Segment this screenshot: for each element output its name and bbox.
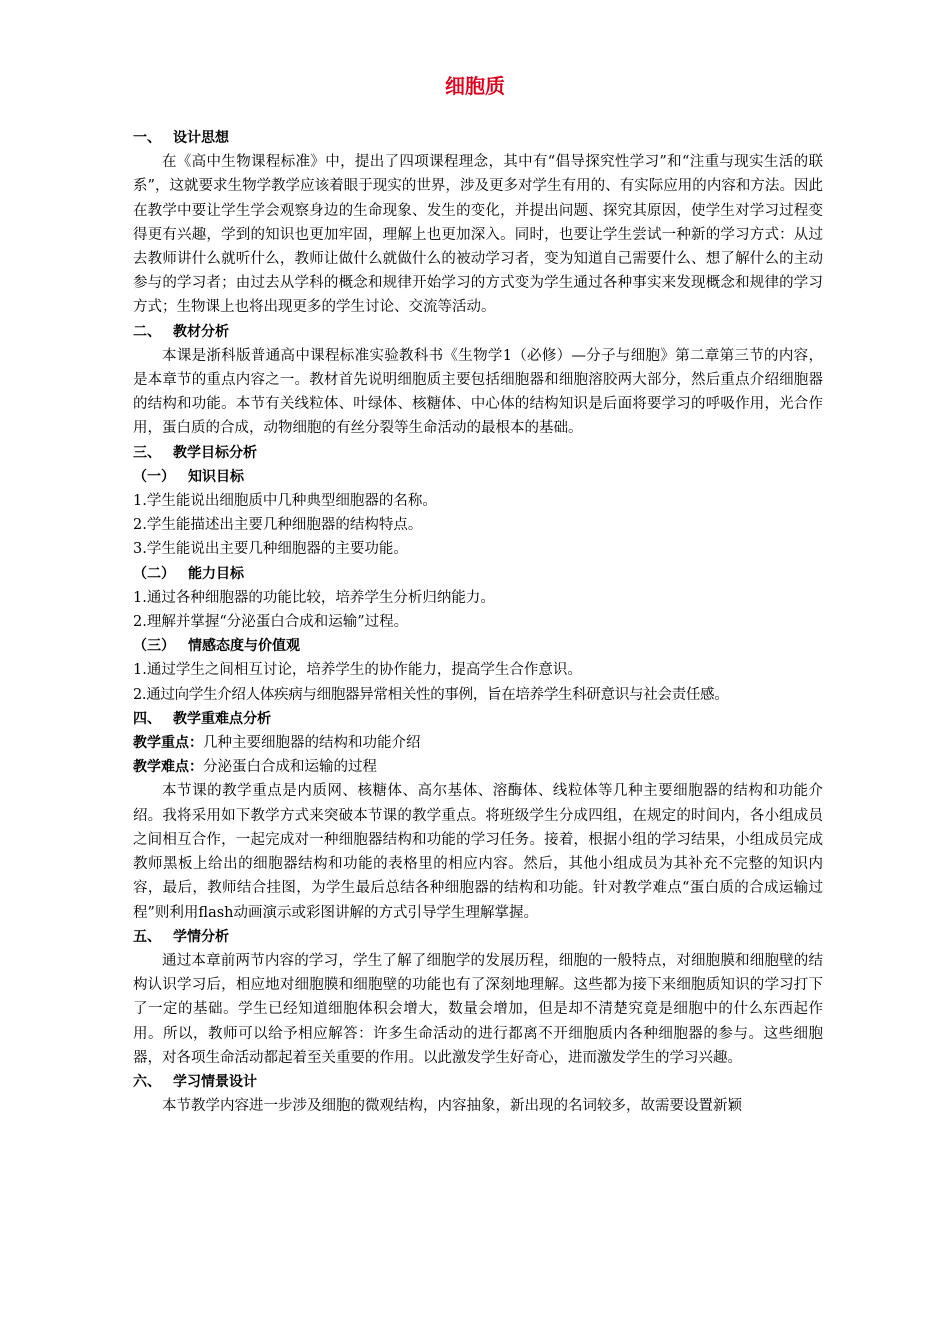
list-item: 3.学生能说出主要几种细胞器的主要功能。 <box>133 541 408 558</box>
key-point-text: 几种主要细胞器的结构和功能介绍 <box>203 735 421 752</box>
section-4-paragraph: 本节课的教学重点是内质网、核糖体、高尔基体、溶酶体、线粒体等几种主要细胞器的结构和功能介绍。我将采用如下教学方式来突破本节课的教学重点。将班级学生分成四组，在规定的时间内，各小组成员之间相互合作，一起完成对一种细胞器结构和功能的学习任务。接着，根据小组的学习结果，小组成员完成教师黑板上给出的细胞器结构和功能的表格里的相应内容。然后，其他小组成员为其补充不完整的知识内容，最后，教师结合挂图，为学生最后总结各种细胞器的结构和功能。针对教学难点“蛋白质的合成运输过程”则利用flash动画演示或彩图讲解的方式引导学生理解掌握。 <box>133 783 823 921</box>
list-item: 1.通过各种细胞器的功能比较，培养学生分析归纳能力。 <box>133 589 495 606</box>
section-5-paragraph: 通过本章前两节内容的学习，学生了解了细胞学的发展历程，细胞的一般特点，对细胞膜和细胞壁的结构认识学习后，相应地对细胞膜和细胞壁的功能也有了深刻地理解。这些都为接下来细胞质知识的学习打下了一定的基础。学生已经知道细胞体积会增大，数量会增加，但是却不清楚究竟是细胞中的什么东西起作用。所以，教师可以给予相应解答：许多生命活动的进行都离不开细胞质内各种细胞器的参与。这些细胞器，对各项生命活动都起着至关重要的作用。以此激发学生好奇心，进而激发学生的学习兴趣。 <box>133 952 823 1066</box>
list-item: 2.通过向学生介绍人体疾病与细胞器异常相关性的事例，旨在培养学生科研意识与社会责任感。 <box>133 686 729 703</box>
list-item: 1.学生能说出细胞质中几种典型细胞器的名称。 <box>133 493 437 510</box>
document-body <box>133 126 823 1118</box>
list-item: 1.通过学生之间相互讨论，培养学生的协作能力，提高学生合作意识。 <box>133 662 582 679</box>
document-title: 细胞质 <box>445 74 505 98</box>
difficult-point-line <box>133 755 823 779</box>
list-item: 2.理解并掌握“分泌蛋白合成和运输”过程。 <box>133 614 409 631</box>
subsection-heading-values: （三） 情感态度与价值观 <box>133 638 300 655</box>
key-point-label: 教学重点： <box>133 735 203 752</box>
section-heading-5: 五、 学情分析 <box>133 928 229 945</box>
subsection-heading-knowledge: （一） 知识目标 <box>133 468 244 485</box>
subsection-heading-ability: （二） 能力目标 <box>133 565 244 582</box>
section-2-paragraph: 本课是浙科版普通高中课程标准实验教科书《生物学1（必修）—分子与细胞》第二章第三节的内容，是本章节的重点内容之一。教材首先说明细胞质主要包括细胞器和细胞溶胶两大部分，然后重点介绍细胞器的结构和功能。本节有关线粒体、叶绿体、核糖体、中心体的结构知识是后面将要学习的呼吸作用，光合作用，蛋白质的合成，动物细胞的有丝分裂等生命活动的最根本的基础。 <box>133 347 823 437</box>
difficult-point-label: 教学难点： <box>133 759 203 776</box>
section-heading-1: 一、 设计思想 <box>133 130 229 146</box>
section-heading-6: 六、 学习情景设计 <box>133 1073 257 1090</box>
list-item: 2.学生能描述出主要几种细胞器的结构特点。 <box>133 517 423 534</box>
section-heading-2: 二、 教材分析 <box>133 323 229 340</box>
section-6-paragraph: 本节教学内容进一步涉及细胞的微观结构，内容抽象，新出现的名词较多，故需要设置新颖 <box>162 1098 742 1115</box>
section-heading-3: 三、 教学目标分析 <box>133 444 257 461</box>
section-heading-4: 四、 教学重难点分析 <box>133 710 271 727</box>
difficult-point-text: 分泌蛋白合成和运输的过程 <box>203 759 377 776</box>
section-1-paragraph: 在《高中生物课程标准》中，提出了四项课程理念，其中有“倡导探究性学习”和“注重与现实生活的联系”，这就要求生物学教学应该着眼于现实的世界，涉及更多对学生有用的、有实际应用的内容和方法。因此在教学中要让学生学会观察身边的生命现象、发生的变化，并提出问题、探究其原因，使学生对学习过程变得更有兴趣，学到的知识也更加牢固，理解上也更加深入。同时，也要让学生尝试一种新的学习方式：从过去教师讲什么就听什么，教师让做什么就做什么的被动学习者，变为知道自己需要什么、想了解什么的主动参与的学习者；由过去从学科的概念和规律开始学习的方式变为学生通过各种事实来发现概念和规律的学习方式；生物课上也将出现更多的学生讨论、交流等活动。 <box>133 154 823 316</box>
key-point-line <box>133 731 823 755</box>
